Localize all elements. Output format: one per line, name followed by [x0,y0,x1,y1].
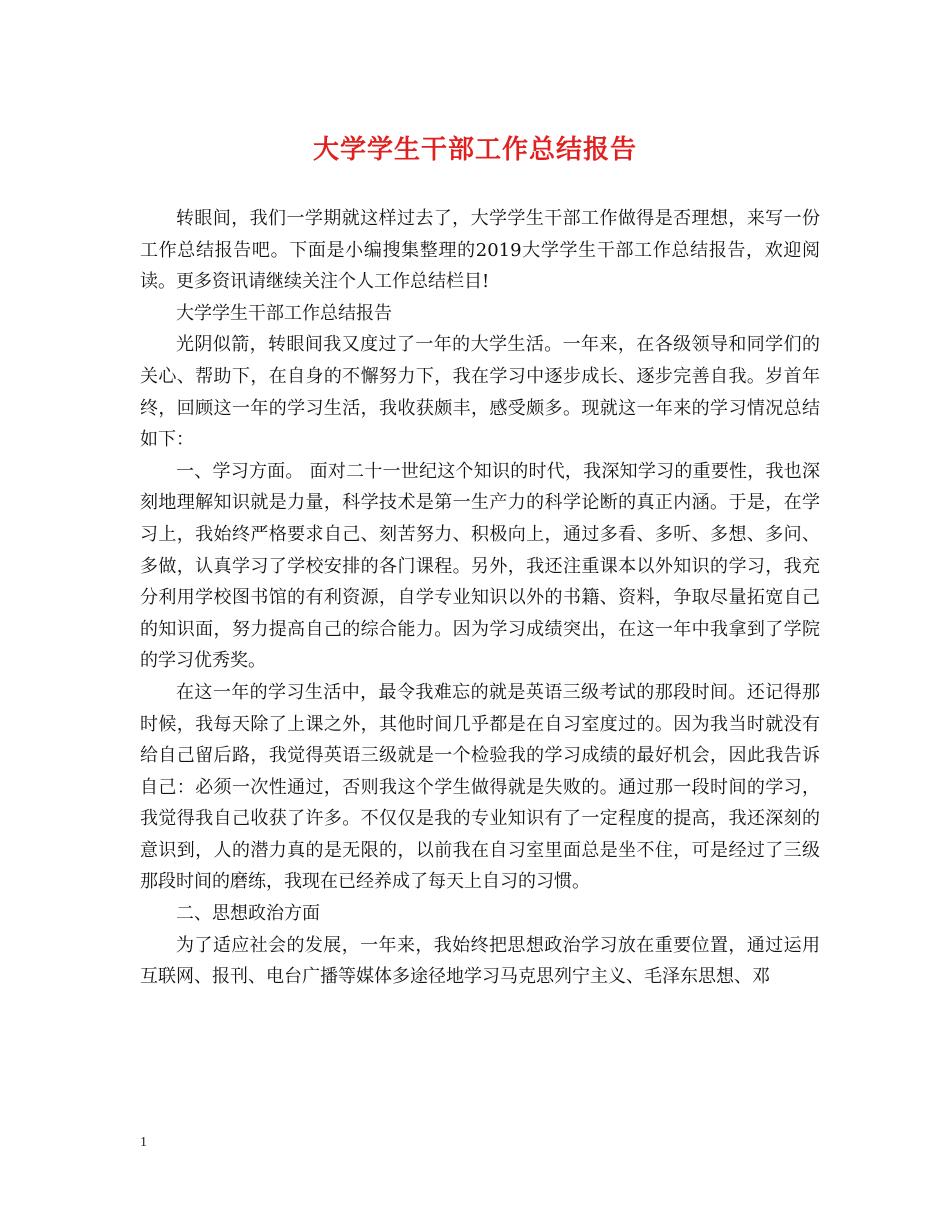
opening-paragraph: 光阴似箭，转眼间我又度过了一年的大学生活。一年来，在各级领导和同学们的关心、帮助下，在自身的不懈努力下，我在学习中逐步成长、逐步完善自我。岁首年终，回顾这一年的学习生活，我收获颇丰，感受颇多。现就这一年来的学习情况总结如下： [140,334,820,451]
study-section-paragraph: 一、学习方面。 面对二十一世纪这个知识的时代，我深知学习的重要性，我也深刻地理解知识就是力量，科学技术是第一生产力的科学论断的真正内涵。于是，在学习上，我始终严格要求自己、刻苦努力、积极向上，通过多看、多听、多想、多问、多做，认真学习了学校安排的各门课程。另外，我还注重课本以外知识的学习，我充分利用学校图书馆的有利资源，自学专业知识以外的书籍、资料，争取尽量拓宽自己的知识面，努力提高自己的综合能力。因为学习成绩突出，在这一年中我拿到了学院的学习优秀奖。 [140,460,820,672]
politics-paragraph: 为了适应社会的发展，一年来，我始终把思想政治学习放在重要位置，通过运用互联网、报刊、电台广播等媒体多途径地学习马克思列宁主义、毛泽东思想、邓 [140,934,820,988]
subtitle-paragraph: 大学学生干部工作总结报告 [176,302,392,324]
page-number: 1 [140,1135,147,1150]
document-body [140,203,820,993]
document-title: 大学学生干部工作总结报告 [312,135,637,165]
politics-heading: 二、思想政治方面 [176,903,320,925]
intro-paragraph: 转眼间，我们一学期就这样过去了，大学学生干部工作做得是否理想，来写一份工作总结报告吧。下面是小编搜集整理的2019大学学生干部工作总结报告，欢迎阅读。更多资讯请继续关注个人工作总结栏目! [140,208,820,293]
english-exam-paragraph: 在这一年的学习生活中，最令我难忘的就是英语三级考试的那段时间。还记得那时候，我每天除了上课之外，其他时间几乎都是在自习室度过的。因为我当时就没有给自己留后路，我觉得英语三级就是一个检验我的学习成绩的最好机会，因此我告诉自己：必须一次性通过，否则我这个学生做得就是失败的。通过那一段时间的学习，我觉得我自己收获了许多。不仅仅是我的专业知识有了一定程度的提高，我还深刻的意识到，人的潜力真的是无限的，以前我在自习室里面总是坐不住，可是经过了三级那段时间的磨练，我现在已经养成了每天上自习的习惯。 [140,681,820,893]
